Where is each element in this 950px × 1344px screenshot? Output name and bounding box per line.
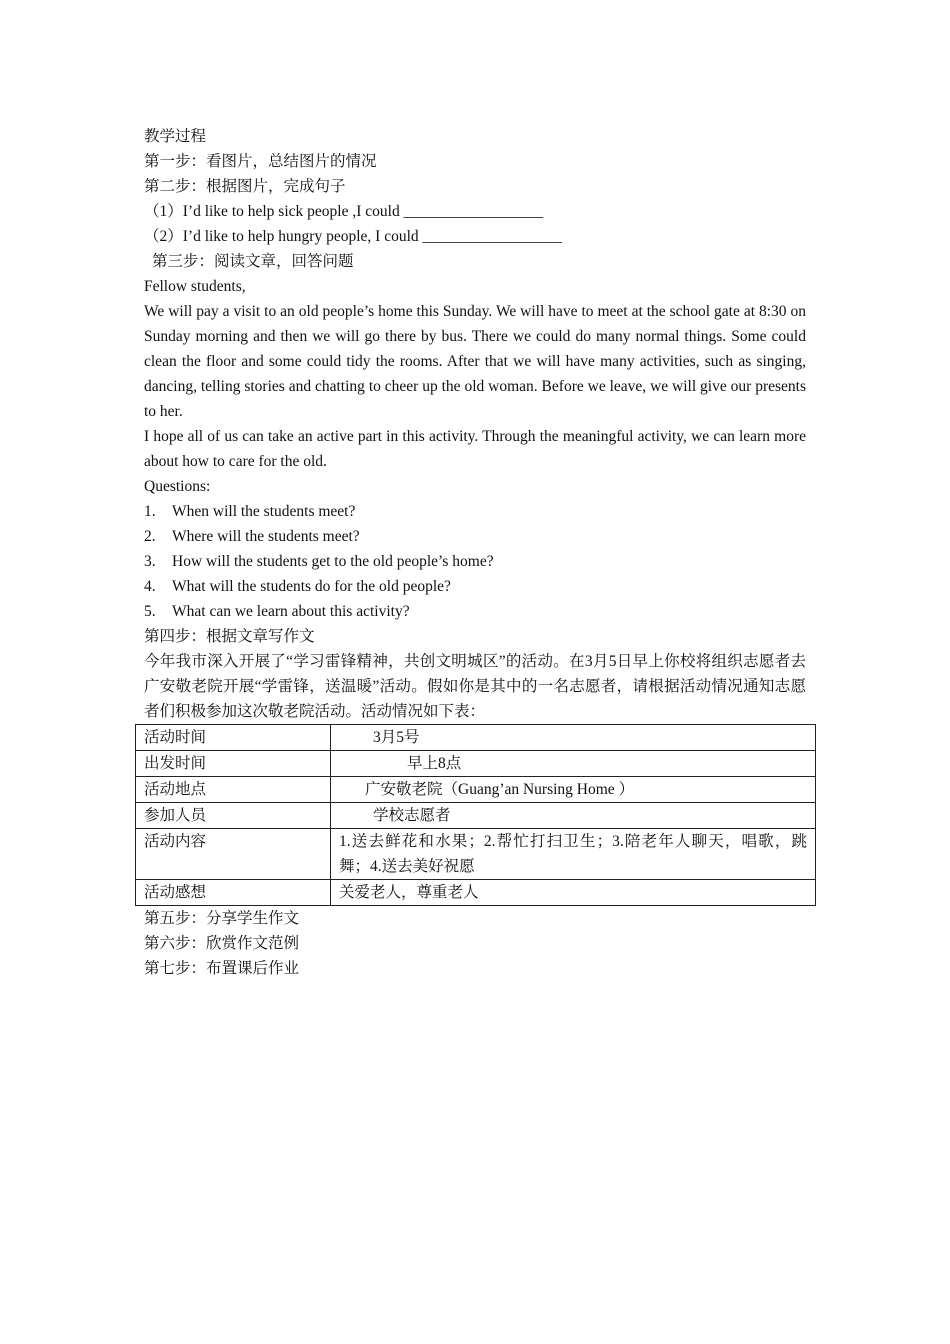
letter-paragraph-1: We will pay a visit to an old people’s home this Sunday. We will have to meet at the school gate at 8:30 on Sunday morning and then we will go there by bus. There we could do many normal things. Some could clean the floor and some could tidy the rooms. After that we will have many activities, such as singing, dancing, telling stories and chatting to cheer up the old woman. Before we leave, we will give our presents to her.: [144, 303, 806, 420]
step-3: 第三步：阅读文章，回答问题: [152, 253, 354, 270]
letter-greeting: Fellow students,: [144, 278, 246, 295]
table-cell-value: 1.送去鲜花和水果；2.帮忙打扫卫生；3.陪老年人聊天，唱歌，跳舞；4.送去美好祝愿: [331, 829, 816, 880]
table-row: [136, 725, 816, 751]
section-heading: 教学过程: [144, 128, 207, 145]
step-1: 第一步：看图片，总结图片的情况: [144, 153, 377, 170]
table-row: [136, 777, 816, 803]
step-4: 第四步：根据文章写作文: [144, 628, 315, 645]
step-5: 第五步：分享学生作文: [144, 910, 300, 927]
question-text: Where will the students meet?: [172, 528, 360, 545]
table-row: [136, 751, 816, 777]
question-number: 1.: [144, 503, 156, 520]
question-number: 2.: [144, 528, 156, 545]
table-cell-value: 早上8点: [331, 751, 816, 777]
document-body: [144, 124, 806, 981]
question-item: [144, 549, 806, 574]
step-6: 第六步：欣赏作文范例: [144, 935, 300, 952]
question-item: [144, 499, 806, 524]
question-item: [144, 574, 806, 599]
step-7: 第七步：布置课后作业: [144, 960, 300, 977]
table-cell-label: 活动地点: [136, 777, 331, 803]
table-cell-label: 活动内容: [136, 829, 331, 880]
sentence-1: （1）I’d like to help sick people ,I could __________________: [144, 203, 544, 220]
question-number: 4.: [144, 578, 156, 595]
question-item: [144, 599, 806, 624]
table-cell-label: 活动时间: [136, 725, 331, 751]
step-2: 第二步：根据图片，完成句子: [144, 178, 346, 195]
table-row: [136, 829, 816, 880]
questions-list: [144, 499, 806, 624]
question-text: What will the students do for the old people?: [172, 578, 451, 595]
question-text: When will the students meet?: [172, 503, 356, 520]
table-cell-label: 出发时间: [136, 751, 331, 777]
question-item: [144, 524, 806, 549]
letter-paragraph-2: I hope all of us can take an active part in this activity. Through the meaningful activity, we can learn more about how to care for the old.: [144, 428, 806, 470]
table-cell-value: 广安敬老院（Guang’an Nursing Home ）: [331, 777, 816, 803]
table-row: [136, 803, 816, 829]
question-number: 3.: [144, 553, 156, 570]
table-cell-label: 参加人员: [136, 803, 331, 829]
sentence-2: （2）I’d like to help hungry people, I could __________________: [144, 228, 563, 245]
table-cell-value: 关爱老人，尊重老人: [331, 880, 816, 906]
table-cell-value: 学校志愿者: [331, 803, 816, 829]
questions-label: Questions:: [144, 478, 211, 495]
activity-table: [135, 724, 816, 906]
table-cell-label: 活动感想: [136, 880, 331, 906]
table-row: [136, 880, 816, 906]
question-text: What can we learn about this activity?: [172, 603, 410, 620]
writing-prompt: 今年我市深入开展了“学习雷锋精神，共创文明城区”的活动。在3月5日早上你校将组织志愿者去广安敬老院开展“学雷锋，送温暖”活动。假如你是其中的一名志愿者，请根据活动情况通知志愿者们积极参加这次敬老院活动。活动情况如下表：: [144, 653, 806, 720]
question-number: 5.: [144, 603, 156, 620]
question-text: How will the students get to the old people’s home?: [172, 553, 494, 570]
table-cell-value: 3月5号: [331, 725, 816, 751]
